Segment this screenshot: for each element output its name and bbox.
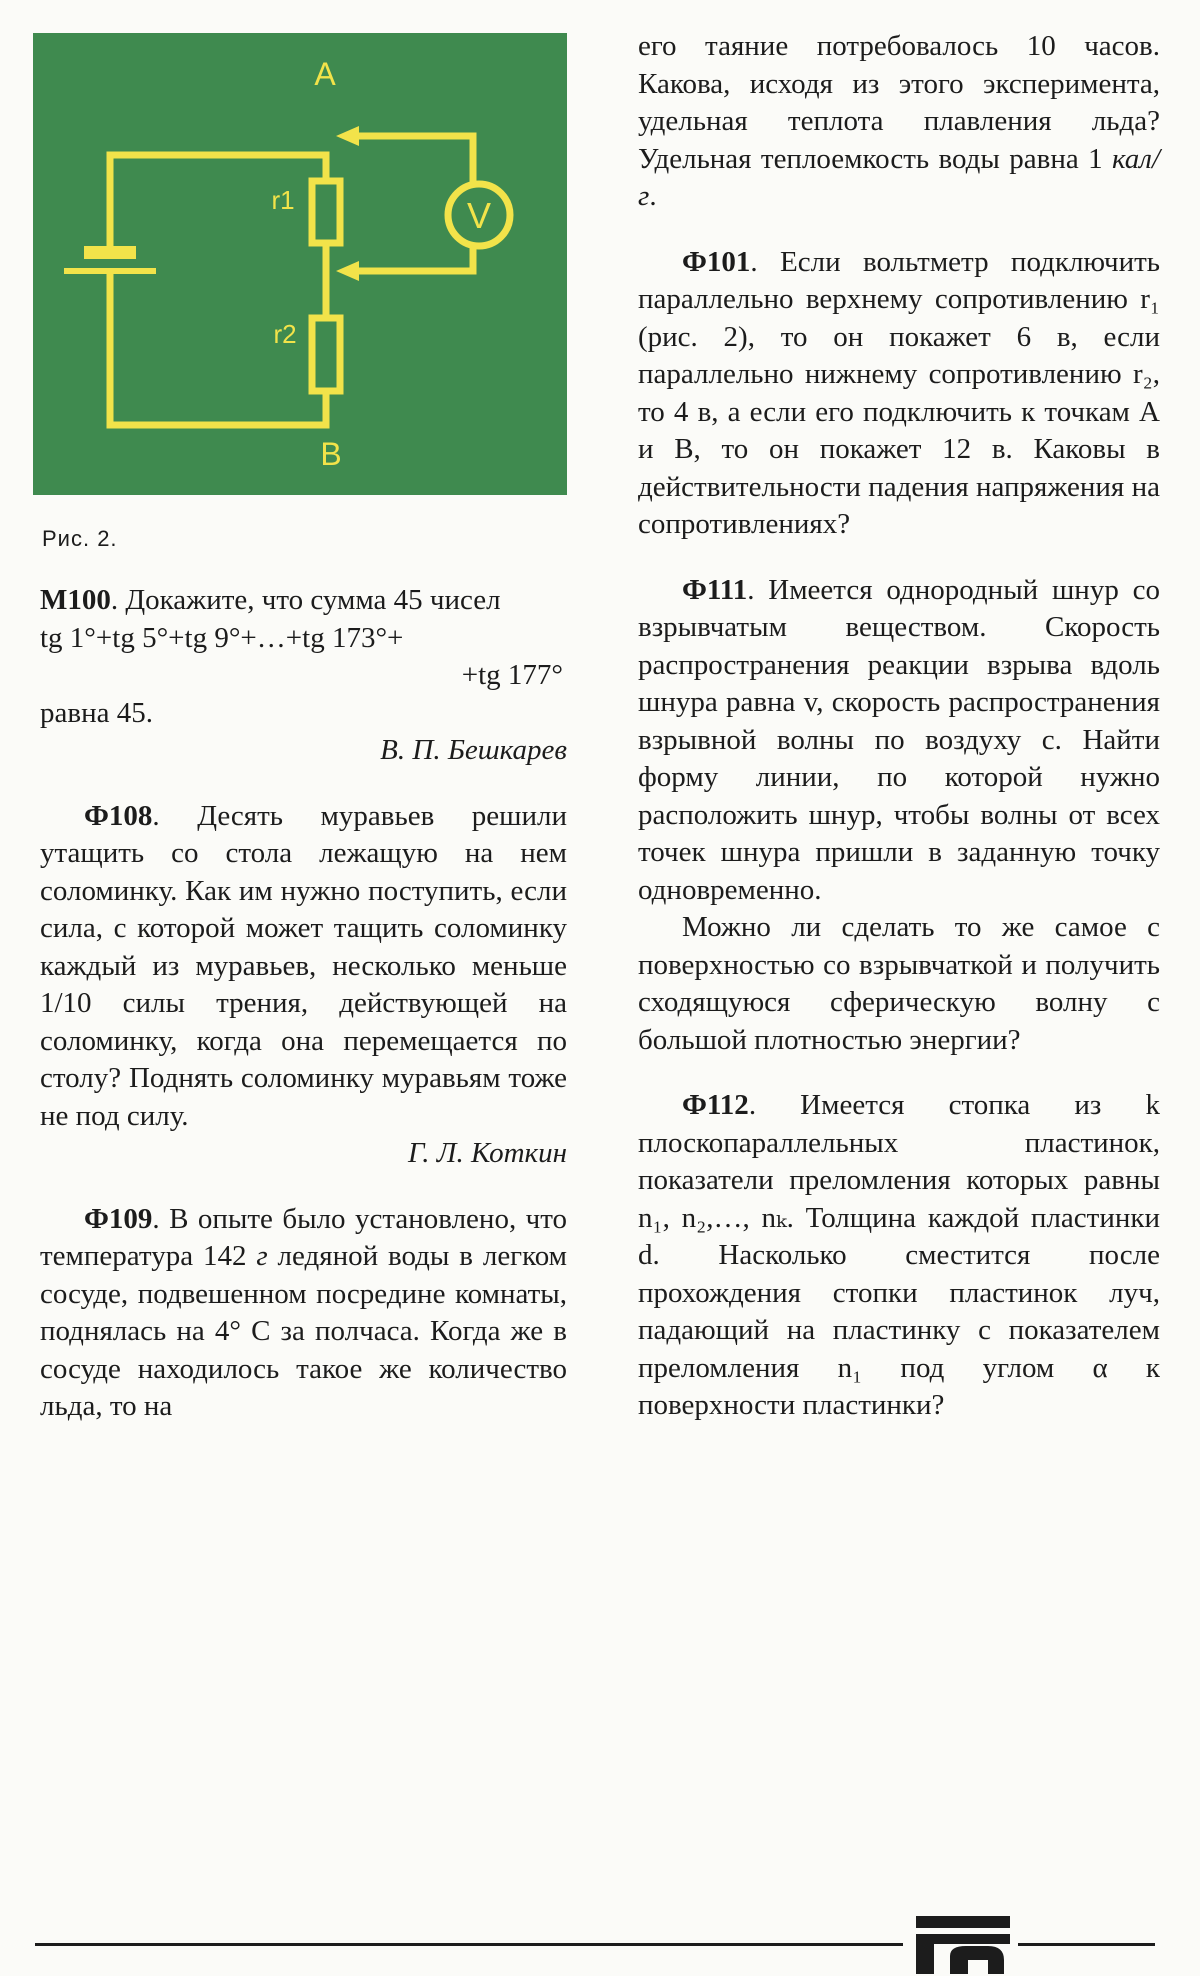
problem-text-cont: силы трения, действующей на соломинку, когда она перемещается по столу? Поднять соломинку муравьям тоже не под силу. — [40, 987, 567, 1132]
problem-text: . В опыте было установлено, что температура 142 — [40, 1202, 567, 1272]
author: Г. Л. Коткин — [407, 1137, 567, 1169]
problem-id: Ф112 — [682, 1089, 749, 1121]
kvant-logo-icon — [916, 1916, 1010, 1976]
problem-id: М100 — [40, 584, 111, 616]
problem-text: . Докажите, что сумма 45 чисел — [110, 584, 501, 616]
circuit-figure — [33, 33, 567, 495]
wire-top — [110, 155, 326, 181]
figure-caption: Рис. 2. — [42, 526, 118, 551]
problem-f111 — [638, 572, 1160, 910]
label-a: A — [314, 56, 336, 92]
wire-left-lower — [110, 277, 326, 425]
problem-f111-part2: Можно ли сделать то же самое с поверхностью со взрывчаткой и получить сходящуюся сферическую волну с большой плотностью энергии? — [638, 911, 1160, 1056]
problem-text: его таяние потребовалось 10 часов. Какова, исходя из этого эксперимента, удельная теплота плавления льда? Удельная теплоемкость воды равна 1 — [638, 30, 1160, 175]
punctuation: . — [649, 180, 657, 212]
arrow-head-a — [336, 126, 359, 146]
resistor-r2 — [312, 318, 340, 391]
formula-line-2: +tg 177° — [461, 659, 563, 691]
label-r1: r1 — [271, 185, 295, 215]
footer-rule-right — [1018, 1943, 1155, 1946]
fraction: 1/10 — [40, 987, 92, 1019]
problem-text: . Имеется стопка из k плоскопараллельных пластинок, показатели преломления которых равны n₁, n₂,…, nₖ. Толщина каждой пластинки d. Насколько сместится после прохождения стопки пластинок луч, падающий на пластинку с показателем преломления n₁ под углом α к поверхности пластинки? — [638, 1089, 1160, 1421]
problem-f108 — [40, 798, 567, 1136]
right-column — [638, 28, 1160, 1425]
problem-id: Ф108 — [84, 799, 153, 832]
problem-f101 — [638, 244, 1160, 544]
problem-f109 — [40, 1201, 567, 1426]
problem-m100 — [40, 582, 567, 620]
problem-text: . Если вольтметр подключить параллельно верхнему сопротивлению r₁ (рис. 2), то он покажет 6 в, если параллельно нижнему сопротивлению r₂, то 4 в, а если его подключить к точкам A и B, то он покажет 12 в. Каковы в действительности падения напряжения на сопротивлениях? — [638, 245, 1160, 540]
battery-minus-plate — [64, 268, 156, 274]
problem-id: Ф101 — [682, 245, 751, 278]
label-r2: r2 — [273, 319, 297, 349]
arrow-head-mid — [336, 261, 359, 281]
problem-id: Ф109 — [84, 1202, 153, 1235]
voltmeter-label: V — [466, 195, 492, 236]
voltmeter-wire-bottom — [351, 251, 473, 271]
problem-id: Ф111 — [682, 573, 748, 606]
left-column — [40, 582, 567, 1426]
resistor-r1 — [312, 181, 340, 243]
footer-rule-left — [35, 1943, 903, 1946]
voltmeter-wire-top — [351, 136, 473, 181]
problem-text-tail: равна 45. — [40, 696, 153, 729]
author: В. П. Бешкарев — [380, 734, 567, 766]
unit: кал/г — [638, 142, 1160, 212]
problem-text: . Имеется однородный шнур со взрывчатым веществом. Скорость распространения реакции взрыва вдоль шнура равна v, скорость распространения взрывной волны по воздуху c. Найти форму линии, по которой нужно расположить шнур, чтобы волны от всех точек шнура пришли в заданную точку одновременно. — [638, 573, 1160, 906]
battery-plus-plate — [84, 246, 136, 259]
problem-text: . Десять муравьев решили утащить со стола лежащую на нем соломинку. Как им нужно поступить, если сила, с которой может тащить соломинку каждый из муравьев, несколько меньше — [40, 799, 567, 982]
problem-f109-continuation — [638, 28, 1160, 216]
formula-line-1: tg 1°+tg 5°+tg 9°+…+tg 173°+ — [40, 621, 404, 654]
label-b: B — [320, 436, 342, 472]
circuit-diagram — [33, 33, 567, 495]
unit: г — [256, 1240, 268, 1272]
problem-text-cont: ледяной воды в легком сосуде, подвешенном посредине комнаты, поднялась на 4° С за полчаса. Когда же в сосуде находилось такое же количество льда, то на — [40, 1240, 567, 1422]
problem-f112 — [638, 1087, 1160, 1425]
